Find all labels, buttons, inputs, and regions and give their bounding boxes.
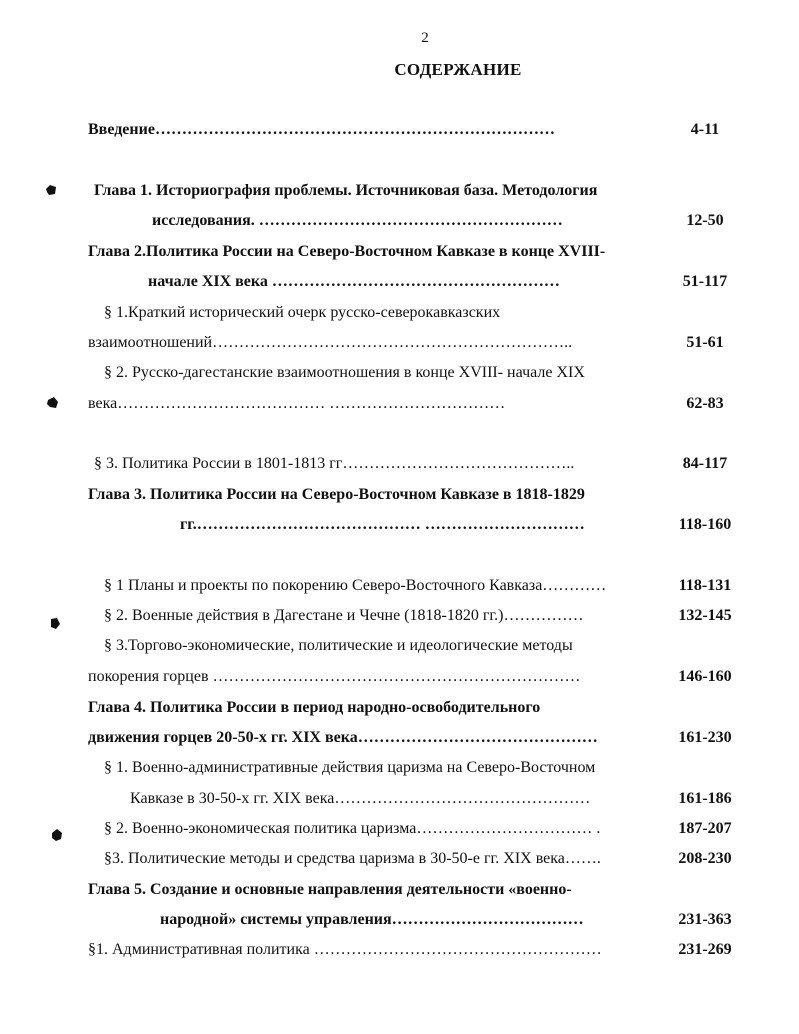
toc-page-section-4-1: 161-186 [678, 790, 732, 807]
toc-entry-section-4-1-cont: Кавказе в 30-50-х гг. XIX века………………………………………… [130, 790, 591, 807]
toc-entry-section-3-3: § 3.Торгово-экономические, политические и идеологические методы [104, 637, 573, 654]
toc-entry-section-3-3-cont: покорения горцев …………………………………………………………… [88, 668, 581, 685]
toc-entry-chapter-3: Глава 3. Политика России на Северо-Восточном Кавказе в 1818-1829 [88, 486, 585, 503]
toc-entry-chapter-5: Глава 5. Создание и основные направления деятельности «военно- [88, 881, 572, 898]
page-title: СОДЕРЖАНИЕ [394, 60, 522, 79]
toc-entry-introduction: Введение………………………………………………………………… [88, 121, 555, 138]
toc-entry-chapter-1-cont: исследования. ………………………………………………… [152, 212, 563, 229]
toc-page-introduction: 4-11 [690, 121, 720, 138]
toc-entry-chapter-5-cont: народной» системы управления……………………………… [160, 911, 584, 928]
toc-page-section-5-1: 231-269 [678, 941, 732, 958]
binder-hole-mark [50, 828, 64, 842]
binder-hole-mark [46, 396, 60, 410]
toc-page-chapter-1: 12-50 [686, 212, 724, 229]
toc-entry-chapter-4-cont: движения горцев 20-50-х гг. XIX века……………………………………… [88, 729, 598, 746]
toc-entry-section-3-1: § 1 Планы и проекты по покорению Северо-Восточного Кавказа………… [104, 577, 607, 594]
toc-page-chapter-3: 118-160 [678, 516, 732, 533]
toc-entry-chapter-3-cont: гг.…………………………………… ………………………… [180, 516, 585, 533]
toc-entry-section-2-2-cont: века………………………………… …………………………… [88, 395, 506, 412]
toc-entry-section-4-2: § 2. Военно-экономическая политика царизма…………………………… . [104, 820, 601, 837]
toc-entry-section-5-1: §1. Административная политика ……………………………………………… [88, 941, 602, 958]
toc-entry-section-2-1: § 1.Краткий исторический очерк русско-северокавказских [104, 304, 501, 321]
toc-entry-chapter-2-cont: начале XIX века ……………………………………………… [148, 273, 560, 290]
toc-entry-section-4-3: §3. Политические методы и средства царизма в 30-50-е гг. XIX века……. [104, 850, 601, 867]
toc-page-section-2-3: 84-117 [682, 455, 728, 472]
toc-page-section-3-2: 132-145 [678, 607, 732, 624]
toc-page-chapter-2: 51-117 [682, 273, 728, 290]
binder-hole-mark [44, 183, 58, 197]
toc-page-section-2-1: 51-61 [686, 334, 724, 351]
toc-entry-chapter-1: Глава 1. Историография проблемы. Источниковая база. Методология [94, 182, 598, 199]
page-number: 2 [421, 30, 429, 46]
toc-entry-section-2-3: § 3. Политика России в 1801-1813 гг…………………………………….. [94, 455, 575, 472]
toc-page-chapter-4: 161-230 [678, 729, 732, 746]
toc-page-section-4-2: 187-207 [678, 820, 732, 837]
toc-entry-section-2-1-cont: взаимоотношений………………………………………………………….. [88, 334, 573, 351]
binder-hole-mark [48, 616, 62, 630]
toc-entry-chapter-2: Глава 2.Политика России на Северо-Восточном Кавказе в конце XVIII- [88, 243, 606, 260]
toc-page-chapter-5: 231-363 [678, 911, 732, 928]
toc-entry-section-3-2: § 2. Военные действия в Дагестане и Чечне (1818-1820 гг.)…………… [104, 607, 584, 624]
toc-page-section-4-3: 208-230 [678, 850, 732, 867]
toc-entry-section-2-2: § 2. Русско-дагестанские взаимоотношения в конце XVIII- начале XIX [104, 364, 585, 381]
toc-entry-section-4-1: § 1. Военно-административные действия царизма на Северо-Восточном [104, 759, 596, 776]
toc-page-section-3-1: 118-131 [678, 577, 732, 594]
toc-page-section-3-3: 146-160 [678, 668, 732, 685]
toc-page-section-2-2: 62-83 [686, 395, 724, 412]
toc-entry-chapter-4: Глава 4. Политика России в период народно-освободительного [88, 699, 541, 716]
